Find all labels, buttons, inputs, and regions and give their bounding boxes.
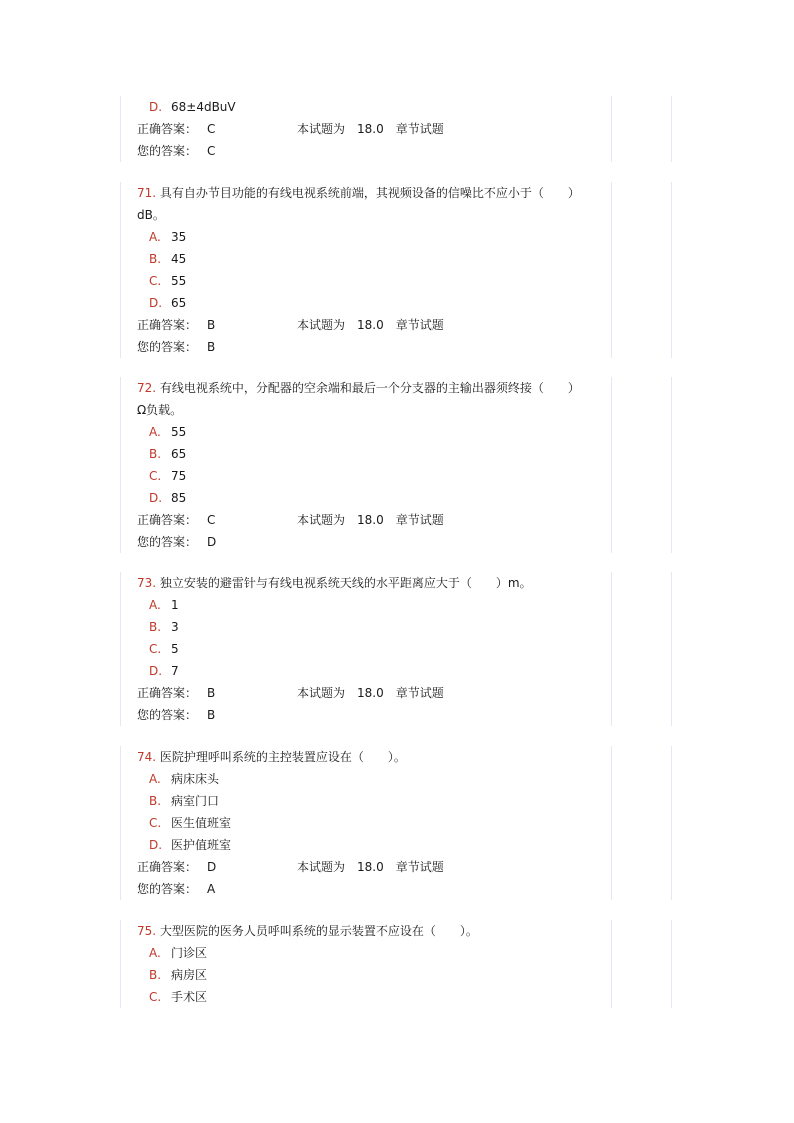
divider <box>611 377 612 553</box>
correct-answer-label: 正确答案： <box>137 686 198 700</box>
question-block-75 <box>120 920 670 1008</box>
option-text: 病房区 <box>171 968 208 982</box>
option-letter: A. <box>149 772 161 786</box>
score-note <box>297 509 444 531</box>
score-suffix: 章节试题 <box>395 122 444 136</box>
correct-answer-row <box>137 509 444 531</box>
your-answer-row <box>137 336 297 358</box>
option-c <box>149 986 207 1008</box>
option-b <box>149 248 186 270</box>
option-text: 55 <box>171 274 187 288</box>
option-letter: A. <box>149 230 161 244</box>
score-note <box>297 856 444 878</box>
question-number: 75. <box>137 924 157 938</box>
question-number: 73. <box>137 576 157 590</box>
option-letter: A. <box>149 946 161 960</box>
option-letter: C. <box>149 274 162 288</box>
score-suffix: 章节试题 <box>395 686 444 700</box>
score-value: 18.0 <box>357 318 384 332</box>
option-d <box>149 96 236 118</box>
question-text <box>137 572 582 594</box>
option-letter: A. <box>149 425 161 439</box>
divider <box>120 377 121 553</box>
divider <box>120 182 121 358</box>
divider <box>120 96 121 162</box>
correct-answer-value: C <box>207 513 216 527</box>
score-prefix: 本试题为 <box>297 318 346 332</box>
your-answer-value: B <box>207 708 216 722</box>
correct-answer-row <box>137 682 444 704</box>
option-letter: B. <box>149 968 162 982</box>
option-a <box>149 768 219 790</box>
option-b <box>149 790 219 812</box>
correct-answer-row <box>137 118 444 140</box>
correct-answer-row <box>137 314 444 336</box>
your-answer-label: 您的答案： <box>137 882 198 896</box>
question-number: 74. <box>137 750 157 764</box>
divider <box>120 920 121 1008</box>
option-d <box>149 487 186 509</box>
option-text: 45 <box>171 252 187 266</box>
your-answer-label: 您的答案： <box>137 708 198 722</box>
your-answer-value: A <box>207 882 216 896</box>
question-block-71 <box>120 182 670 358</box>
your-answer-value: D <box>207 535 217 549</box>
question-text <box>137 920 582 942</box>
option-letter: D. <box>149 296 163 310</box>
question-text <box>137 746 582 768</box>
option-letter: C. <box>149 642 162 656</box>
option-letter: B. <box>149 252 162 266</box>
option-text: 门诊区 <box>171 946 208 960</box>
option-letter: C. <box>149 816 162 830</box>
score-suffix: 章节试题 <box>395 513 444 527</box>
option-a <box>149 421 186 443</box>
option-text: 75 <box>171 469 187 483</box>
score-value: 18.0 <box>357 860 384 874</box>
your-answer-row <box>137 704 297 726</box>
your-answer-label: 您的答案： <box>137 535 198 549</box>
option-a <box>149 942 207 964</box>
divider <box>671 920 672 1008</box>
score-value: 18.0 <box>357 686 384 700</box>
question-number: 72. <box>137 381 157 395</box>
your-answer-row <box>137 140 297 162</box>
score-suffix: 章节试题 <box>395 318 444 332</box>
correct-answer-label: 正确答案： <box>137 860 198 874</box>
option-a <box>149 594 179 616</box>
divider <box>671 746 672 900</box>
question-stem: 独立安装的避雷针与有线电视系统天线的水平距离应大于（ ）m。 <box>159 576 532 590</box>
correct-answer-label: 正确答案： <box>137 513 198 527</box>
option-text: 65 <box>171 447 187 461</box>
option-d <box>149 834 231 856</box>
question-text <box>137 377 582 421</box>
question-block-74 <box>120 746 670 900</box>
option-text: 1 <box>171 598 179 612</box>
divider <box>671 572 672 726</box>
option-c <box>149 270 186 292</box>
score-note <box>297 314 444 336</box>
question-stem: 大型医院的医务人员呼叫系统的显示装置不应设在（ ）。 <box>159 924 478 938</box>
question-stem: 有线电视系统中，分配器的空余端和最后一个分支器的主输出器须终接（ ）Ω负载。 <box>137 381 580 417</box>
option-a <box>149 226 186 248</box>
option-c <box>149 638 179 660</box>
your-answer-value: C <box>207 144 216 158</box>
question-stem: 具有自办节目功能的有线电视系统前端，其视频设备的信噪比不应小于（ ）dB。 <box>137 186 580 222</box>
option-b <box>149 616 179 638</box>
question-block-70 <box>120 96 670 162</box>
option-d <box>149 292 186 314</box>
divider <box>611 746 612 900</box>
option-text: 5 <box>171 642 179 656</box>
option-letter: B. <box>149 794 162 808</box>
option-letter: D. <box>149 664 163 678</box>
option-letter: A. <box>149 598 161 612</box>
option-d <box>149 660 179 682</box>
option-text: 35 <box>171 230 187 244</box>
option-b <box>149 964 207 986</box>
correct-answer-label: 正确答案： <box>137 318 198 332</box>
your-answer-row <box>137 878 297 900</box>
option-text: 85 <box>171 491 187 505</box>
correct-answer-row <box>137 856 444 878</box>
score-prefix: 本试题为 <box>297 122 346 136</box>
your-answer-value: B <box>207 340 216 354</box>
option-letter: C. <box>149 469 162 483</box>
option-letter: B. <box>149 447 162 461</box>
option-c <box>149 812 231 834</box>
divider <box>611 572 612 726</box>
option-text: 病室门口 <box>171 794 220 808</box>
option-text: 55 <box>171 425 187 439</box>
score-note <box>297 682 444 704</box>
divider <box>611 96 612 162</box>
score-suffix: 章节试题 <box>395 860 444 874</box>
score-note <box>297 118 444 140</box>
your-answer-row <box>137 531 297 553</box>
your-answer-label: 您的答案： <box>137 340 198 354</box>
correct-answer-value: C <box>207 122 216 136</box>
question-block-73 <box>120 572 670 726</box>
option-letter: C. <box>149 990 162 1004</box>
option-text: 7 <box>171 664 179 678</box>
correct-answer-label: 正确答案： <box>137 122 198 136</box>
score-prefix: 本试题为 <box>297 860 346 874</box>
option-b <box>149 443 186 465</box>
option-text: 医护值班室 <box>171 838 232 852</box>
score-prefix: 本试题为 <box>297 686 346 700</box>
divider <box>671 96 672 162</box>
option-text: 手术区 <box>171 990 208 1004</box>
correct-answer-value: D <box>207 860 217 874</box>
score-value: 18.0 <box>357 513 384 527</box>
option-c <box>149 465 186 487</box>
option-letter: D. <box>149 100 163 114</box>
correct-answer-value: B <box>207 318 216 332</box>
divider <box>671 377 672 553</box>
score-value: 18.0 <box>357 122 384 136</box>
divider <box>671 182 672 358</box>
option-letter: D. <box>149 491 163 505</box>
option-text: 3 <box>171 620 179 634</box>
divider <box>120 746 121 900</box>
divider <box>120 572 121 726</box>
question-text <box>137 182 582 226</box>
your-answer-label: 您的答案： <box>137 144 198 158</box>
question-stem: 医院护理呼叫系统的主控装置应设在（ ）。 <box>159 750 406 764</box>
divider <box>611 920 612 1008</box>
correct-answer-value: B <box>207 686 216 700</box>
score-prefix: 本试题为 <box>297 513 346 527</box>
divider <box>611 182 612 358</box>
question-block-72 <box>120 377 670 553</box>
option-letter: D. <box>149 838 163 852</box>
option-text: 医生值班室 <box>171 816 232 830</box>
question-number: 71. <box>137 186 157 200</box>
option-text: 68±4dBuV <box>171 100 236 114</box>
option-letter: B. <box>149 620 162 634</box>
option-text: 病床床头 <box>171 772 220 786</box>
option-text: 65 <box>171 296 187 310</box>
